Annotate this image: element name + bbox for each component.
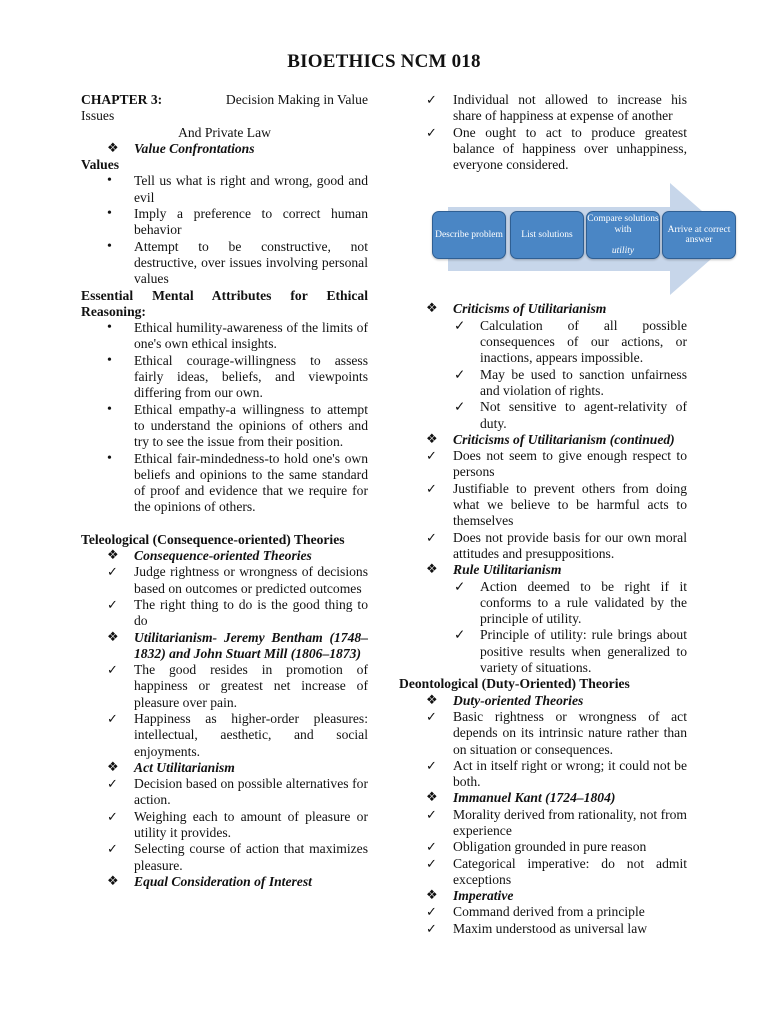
diamond-bullet-icon: ❖ xyxy=(107,873,119,889)
list-item: ✓ Act in itself right or wrong; it could not be both. xyxy=(426,757,687,790)
act-utilitarianism-heading: ❖ Act Utilitarianism xyxy=(107,759,235,775)
criticisms-heading: ❖ Criticisms of Utilitarianism xyxy=(426,301,607,317)
diamond-bullet-icon: ❖ xyxy=(426,301,438,317)
flow-step-compare: Compare solutions with utility xyxy=(586,211,660,259)
list-item: ✓ Morality derived from rationality, not from experience xyxy=(426,806,687,838)
rule-utilitarianism-heading: ❖ Rule Utilitarianism xyxy=(426,562,562,578)
list-item: ✓ Basic rightness or wrongness of act depends on its intrinsic nature rather than on situation or consequences. xyxy=(426,708,687,757)
criticisms-continued-heading: ❖ Criticisms of Utilitarianism (continued) xyxy=(426,431,675,447)
list-item: ✓ Does not seem to give enough respect to persons xyxy=(426,448,687,480)
list-item: ✓ The right thing to do is the good thing to do xyxy=(107,596,368,629)
checkmark-icon: ✓ xyxy=(426,708,437,724)
checkmark-icon: ✓ xyxy=(454,399,466,415)
imperative-heading: ❖ Imperative xyxy=(426,888,514,904)
chapter-text: Decision Making in Value xyxy=(225,92,368,107)
list-item: ✓ Weighing each to amount of pleasure or utility it provides. xyxy=(107,808,368,841)
bullet-icon: • xyxy=(107,450,112,466)
attributes-list xyxy=(81,320,368,516)
list-item: ✓ Decision based on possible alternatives for action. xyxy=(107,776,368,808)
list-item: • Ethical fair-mindedness-to hold one's own beliefs and opinions to the same standard of proof and evidence that we require for the opinions of others. xyxy=(107,450,368,515)
chapter-subtitle: And Private Law xyxy=(178,124,271,140)
diamond-bullet-icon: ❖ xyxy=(426,431,438,447)
diamond-bullet-icon: ❖ xyxy=(107,140,119,156)
diamond-bullet-icon: ❖ xyxy=(107,548,119,564)
chapter-label: CHAPTER 3: xyxy=(81,92,163,107)
checkmark-icon: ✓ xyxy=(454,578,466,594)
utilitarianism-heading: ❖ Utilitarianism- Jeremy Bentham (1748–1832) and John Stuart Mill (1806–1873) xyxy=(107,629,368,661)
checkmark-icon: ✓ xyxy=(107,662,118,678)
checkmark-icon: ✓ xyxy=(107,710,118,726)
diamond-bullet-icon: ❖ xyxy=(426,888,438,904)
list-item: ✓ Command derived from a principle xyxy=(426,904,645,920)
attributes-heading: Essential Mental Attributes for Ethical Reasoning: xyxy=(81,287,368,319)
list-item: ✓ The good resides in promotion of happiness or greatest net increase of pleasure over pain. xyxy=(107,662,368,710)
checkmark-icon: ✓ xyxy=(107,596,118,612)
teleological-heading: Teleological (Consequence-oriented) Theories xyxy=(81,531,345,547)
duty-oriented-heading: ❖ Duty-oriented Theories xyxy=(426,692,584,708)
checkmark-icon: ✓ xyxy=(426,448,437,464)
checkmark-icon: ✓ xyxy=(426,806,437,822)
checkmark-icon: ✓ xyxy=(426,839,437,855)
kant-heading: ❖ Immanuel Kant (1724–1804) xyxy=(426,790,616,806)
list-item: ✓ Categorical imperative: do not admit exceptions xyxy=(426,855,687,887)
chapter-heading xyxy=(81,92,368,108)
bullet-icon: • xyxy=(107,238,112,254)
list-item: ✓ Principle of utility: rule brings about positive results when generalized to variety of situations. xyxy=(454,627,687,676)
value-confrontations-heading: ❖ Value Confrontations xyxy=(107,140,255,156)
flow-step-list: List solutions xyxy=(510,211,584,259)
list-item: • Attempt to be constructive, not destructive, over issues involving personal values xyxy=(107,238,368,287)
list-item: ✓ Action deemed to be right if it conforms to a rule validated by the principle of utility. xyxy=(454,578,687,627)
diamond-bullet-icon: ❖ xyxy=(426,562,438,578)
values-heading: Values xyxy=(81,157,120,173)
checkmark-icon: ✓ xyxy=(454,627,466,643)
checkmark-icon: ✓ xyxy=(107,776,118,792)
flow-step-describe: Describe problem xyxy=(432,211,506,259)
bullet-icon: • xyxy=(107,401,112,417)
left-column xyxy=(81,92,368,890)
chapter-text-2: Issues xyxy=(81,108,115,124)
list-item: ✓ Obligation grounded in pure reason xyxy=(426,839,647,855)
diamond-bullet-icon: ❖ xyxy=(426,692,438,708)
list-item: ✓ One ought to act to produce greatest balance of happiness over unhappiness, everyone considered. xyxy=(426,124,687,173)
checkmark-icon: ✓ xyxy=(107,808,118,824)
bullet-icon: • xyxy=(107,173,112,189)
checkmark-icon: ✓ xyxy=(426,529,437,545)
process-flow-diagram xyxy=(430,183,734,295)
checkmark-icon: ✓ xyxy=(426,124,437,140)
bullet-icon: • xyxy=(107,352,112,368)
list-item: • Tell us what is right and wrong, good and evil xyxy=(107,173,368,205)
bullet-icon: • xyxy=(107,320,112,336)
list-item: ✓ Selecting course of action that maximizes pleasure. xyxy=(107,841,368,873)
flow-step-arrive: Arrive at correct answer xyxy=(662,211,736,259)
equal-consideration-heading: ❖ Equal Consideration of Interest xyxy=(107,873,312,889)
list-item: ✓ Does not provide basis for our own moral attitudes and presuppositions. xyxy=(426,529,687,561)
checkmark-icon: ✓ xyxy=(426,757,437,773)
list-item: ✓ Not sensitive to agent-relativity of duty. xyxy=(454,399,687,431)
page-title: BIOETHICS NCM 018 xyxy=(287,51,481,72)
checkmark-icon: ✓ xyxy=(454,317,466,333)
list-item: ✓ Calculation of all possible consequences of our actions, or inactions, appears impossible. xyxy=(454,317,687,366)
list-item: ✓ Maxim understood as universal law xyxy=(426,920,648,936)
list-item: ✓ May be used to sanction unfairness and violation of rights. xyxy=(454,366,687,398)
values-list xyxy=(81,173,368,287)
list-item: ✓ Happiness as higher-order pleasures: intellectual, aesthetic, and social enjoyments. xyxy=(107,710,368,759)
checkmark-icon: ✓ xyxy=(426,904,437,920)
checkmark-icon: ✓ xyxy=(426,480,437,496)
list-item: ✓ Individual not allowed to increase his share of happiness at expense of another xyxy=(426,92,687,124)
diamond-bullet-icon: ❖ xyxy=(107,759,119,775)
checkmark-icon: ✓ xyxy=(426,855,437,871)
checkmark-icon: ✓ xyxy=(107,841,118,857)
list-item: • Ethical courage-willingness to assess fairly ideas, beliefs, and viewpoints differing from our own. xyxy=(107,352,368,401)
checkmark-icon: ✓ xyxy=(426,920,437,936)
list-item: • Ethical empathy-a willingness to attempt to understand the opinions of others and try to see the issue from their position. xyxy=(107,401,368,450)
diamond-bullet-icon: ❖ xyxy=(107,629,119,645)
checkmark-icon: ✓ xyxy=(107,564,118,580)
checkmark-icon: ✓ xyxy=(426,92,437,107)
list-item: ✓ Justifiable to prevent others from doing what we believe to be harmful acts to themselves xyxy=(426,480,687,529)
deontological-heading: Deontological (Duty-Oriented) Theories xyxy=(399,676,630,692)
diamond-bullet-icon: ❖ xyxy=(426,790,438,806)
consequence-heading: ❖ Consequence-oriented Theories xyxy=(107,548,312,564)
right-column xyxy=(399,92,731,937)
bullet-icon: • xyxy=(107,206,112,222)
list-item: ✓ Judge rightness or wrongness of decisions based on outcomes or predicted outcomes xyxy=(107,564,368,596)
list-item: • Ethical humility-awareness of the limits of one's own ethical insights. xyxy=(107,320,368,352)
list-item: • Imply a preference to correct human behavior xyxy=(107,206,368,238)
checkmark-icon: ✓ xyxy=(454,366,466,382)
